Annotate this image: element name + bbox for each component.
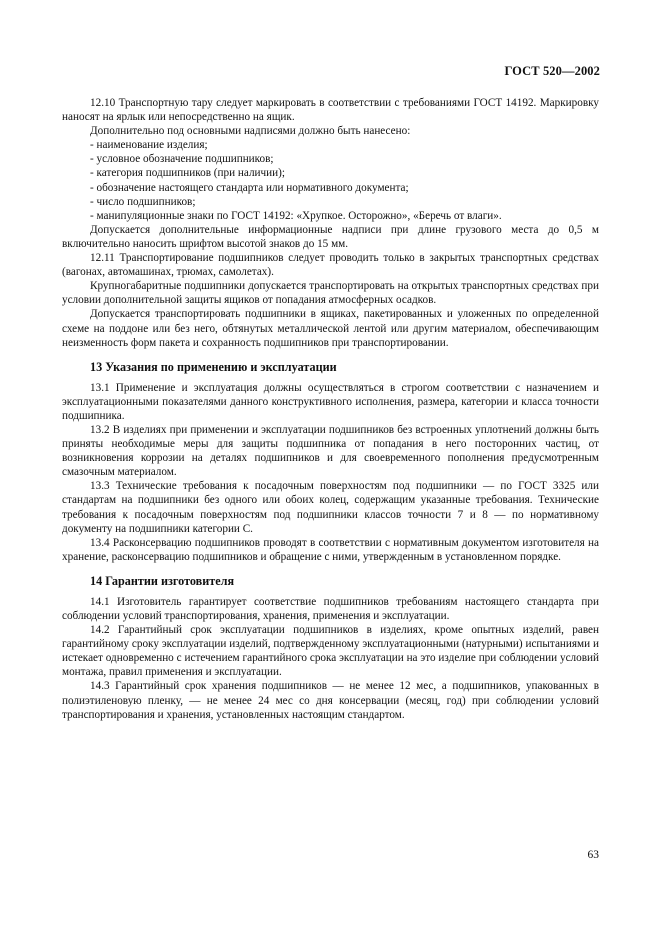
document-header: ГОСТ 520—2002 — [504, 64, 600, 78]
list-item: - манипуляционные знаки по ГОСТ 14192: «Хрупкое. Осторожно», «Беречь от влаги». — [90, 209, 502, 222]
paragraph-13-2: 13.2 В изделиях при применении и эксплуатации подшипников без встроенных уплотнений должны быть приняты необходимые меры для защиты подшипника от попадания в него посторонних частиц, от возникновения коррозии на деталях подшипников и для своевременного пополнения предусмотренным смазочным материалом. — [62, 423, 599, 479]
document-body — [62, 96, 599, 722]
marking-list — [62, 138, 599, 223]
paragraph-allowed: Допускается дополнительные информационные надписи при длине грузового места до 0,5 м включительно наносить шрифтом высотой знаков до 15 мм. — [62, 223, 599, 250]
paragraph-14-1: 14.1 Изготовитель гарантирует соответствие подшипников требованиям настоящего стандарта при соблюдении условий транспортирования, хранения, применения и эксплуатации. — [62, 595, 599, 622]
paragraph-13-1: 13.1 Применение и эксплуатация должны осуществляться в строгом соответствии с назначением и эксплуатационными показателями данного конструктивного исполнения, размера, категории и класса точности подшипника. — [62, 381, 599, 422]
paragraph-12-11: 12.11 Транспортирование подшипников следует проводить только в закрытых транспортных средствах (вагонах, автомашинах, трюмах, самолетах). — [62, 252, 599, 279]
list-item: - наименование изделия; — [90, 139, 208, 152]
paragraph-13-4: 13.4 Расконсервацию подшипников проводят в соответствии с нормативным документом изготовителя на хранение, расконсервацию подшипников и обращение с ними, утвержденным в установленном порядке. — [62, 536, 599, 563]
paragraph-14-3: 14.3 Гарантийный срок хранения подшипников — не менее 12 мес, а подшипников, упакованных в полиэтиленовую пленку, — не менее 24 мес со дня консервации (месяц, год) при соблюдении условий транспортирования и хранения, установленных настоящим стандартом. — [62, 680, 599, 721]
paragraph-large-bearings: Крупногабаритные подшипники допускается транспортировать на открытых транспортных средствах при условии дополнительной защиты ящиков от попадания атмосферных осадков. — [62, 280, 599, 307]
paragraph-12-10: 12.10 Транспортную тару следует маркировать в соответствии с требованиями ГОСТ 14192. Маркировку наносят на ярлык или непосредственно на ящик. — [62, 97, 599, 124]
paragraph-13-3: 13.3 Технические требования к посадочным поверхностям под подшипники — по ГОСТ 3325 или стандартам на подшипники без одного или обоих колец, содержащим указанные требования. Технические требования к посадочным поверхностям под подшипники классов точности 7 и 8 — по нормативному документу на подшипники категории С. — [62, 480, 599, 535]
paragraph-14-2: 14.2 Гарантийный срок эксплуатации подшипников в изделиях, кроме опытных изделий, равен гарантийному сроку эксплуатации изделий, подтвержденному эксплуатационными (натурными) испытаниями и истекает одновременно с истечением гарантийного срока эксплуатации на это изделие при соблюдении условий монтажа, правил применения и эксплуатации. — [62, 624, 599, 679]
list-item: - обозначение настоящего стандарта или нормативного документа; — [90, 181, 409, 194]
page-number: 63 — [587, 849, 599, 861]
section-13-heading: 13 Указания по применению и эксплуатации — [90, 359, 337, 374]
section-14-heading: 14 Гарантии изготовителя — [90, 573, 235, 588]
list-item: - категория подшипников (при наличии); — [90, 167, 285, 180]
list-item: - условное обозначение подшипников; — [90, 153, 274, 166]
paragraph-boxes: Допускается транспортировать подшипники в ящиках, пакетированных и уложенных по определенной схеме на поддоне или без него, обтянутых металлической лентой или другим материалом, обеспечивающим неизменность форм пакета и сохранность подшипников при транспортировании. — [62, 308, 599, 349]
list-item: - число подшипников; — [90, 195, 196, 208]
paragraph-extra-intro: Дополнительно под основными надписями должно быть нанесено: — [90, 125, 411, 138]
